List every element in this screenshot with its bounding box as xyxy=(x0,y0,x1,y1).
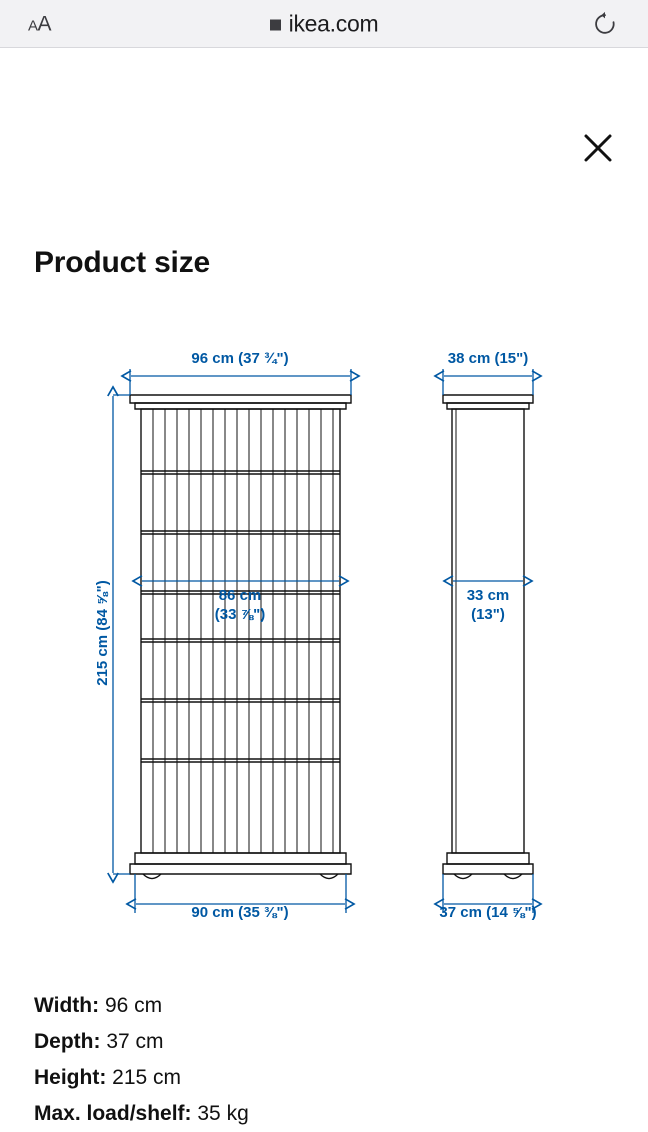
side-view-drawing xyxy=(443,395,533,879)
product-specs-list xyxy=(34,988,614,1132)
spec-row xyxy=(34,988,614,1024)
spec-row xyxy=(34,1024,614,1060)
address-bar[interactable] xyxy=(0,10,648,37)
product-size-sheet xyxy=(0,48,648,1125)
spec-label: Depth: xyxy=(34,1030,101,1053)
browser-toolbar xyxy=(0,0,648,48)
front-inner-width-label-line2: (33 ⅞") xyxy=(214,606,266,623)
spec-row xyxy=(34,1096,614,1132)
reload-icon[interactable] xyxy=(592,11,618,37)
spec-label: Height: xyxy=(34,1066,107,1089)
front-bottom-width-label: 90 cm (35 ⅜") xyxy=(191,904,289,921)
spec-label: Width: xyxy=(34,994,100,1017)
close-icon[interactable] xyxy=(576,126,620,170)
front-top-width-label: 96 cm (37 ¾") xyxy=(191,350,289,367)
product-size-diagram xyxy=(0,333,648,933)
spec-value: 215 cm xyxy=(112,1066,182,1089)
text-size-button[interactable]: AA xyxy=(28,12,52,35)
spec-row xyxy=(34,1060,614,1096)
page-title: Product size xyxy=(34,246,210,279)
spec-value: 35 kg xyxy=(197,1102,249,1125)
front-height-label: 215 cm (84 ⅝") xyxy=(94,580,111,686)
side-top-depth-label: 38 cm (15") xyxy=(447,350,529,367)
spec-value: 96 cm xyxy=(104,994,163,1017)
side-bottom-depth-label: 37 cm (14 ⅝") xyxy=(439,904,537,921)
front-view-drawing xyxy=(130,395,351,879)
spec-value: 37 cm xyxy=(106,1030,164,1053)
side-inner-depth-label-line2: (13") xyxy=(471,606,505,623)
spec-label: Max. load/shelf: xyxy=(34,1102,192,1125)
url-text: ikea.com xyxy=(288,10,379,36)
lock-icon xyxy=(270,19,281,30)
side-inner-depth-label-line1: 33 cm xyxy=(466,587,510,604)
front-inner-width-label-line1: 86 cm xyxy=(218,587,262,604)
